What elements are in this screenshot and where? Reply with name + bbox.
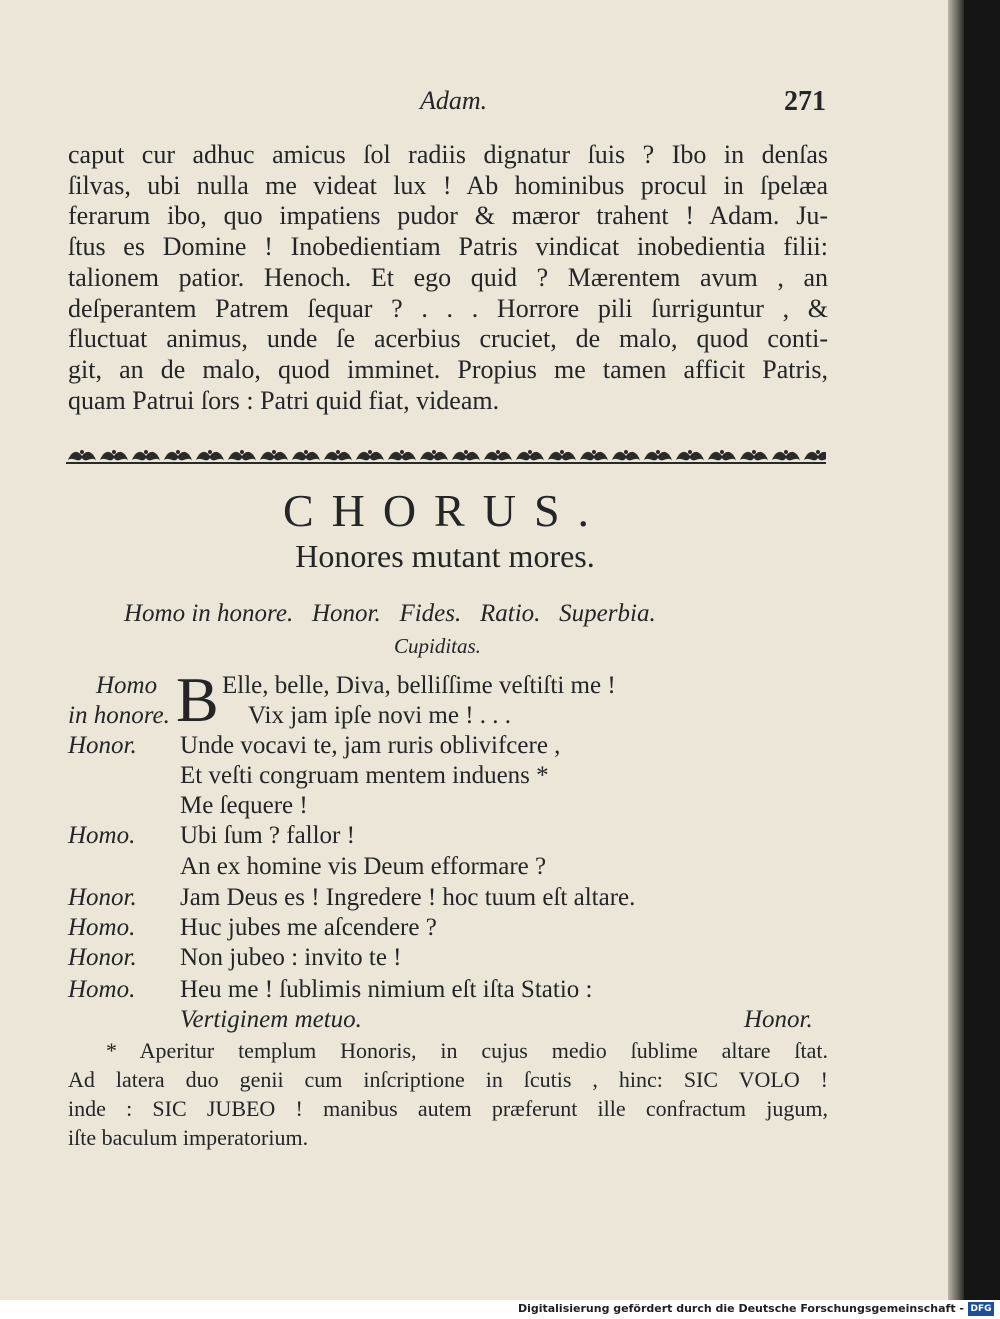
prose-line: deſperantem Patrem ſequar ? . . . Horrore pili ſurriguntur , & — [68, 293, 828, 323]
verse-line: Vertiginem metuo. — [180, 1006, 362, 1033]
speaker-honor: Honor. — [68, 944, 137, 971]
verse-line: Non jubeo : invito te ! — [180, 944, 402, 971]
page-number: 271 — [784, 86, 826, 117]
verse-line: Ubi ſum ? fallor ! — [180, 822, 355, 849]
drop-cap: B — [176, 664, 219, 735]
prose-line: ſilvas, ubi nulla me videat lux ! Ab hominibus procul in ſpelæa — [68, 170, 828, 200]
speaker-homo: Homo. — [68, 822, 136, 849]
verse-line: Vix jam ipſe novi me ! . . . — [248, 702, 512, 729]
prose-line: quam Patrui ſors : Patri quid fiat, videam. — [68, 385, 500, 415]
credit-text: Digitalisierung gefördert durch die Deutsche Forschungsgemeinschaft - — [517, 1302, 964, 1315]
ornamental-divider — [66, 446, 826, 466]
running-head: Adam. — [420, 86, 488, 115]
prose-line: ſtus es Domine ! Inobedientiam Patris vindicat inobedientia filii: — [68, 232, 828, 262]
footnote — [68, 1036, 828, 1152]
speaker-homo: Homo. — [68, 976, 136, 1003]
cast-list: Homo in honore. Honor. Fides. Ratio. Superbia. — [124, 600, 656, 627]
verse-line: Heu me ! ſublimis nimium eſt iſta Statio : — [180, 976, 593, 1003]
prose-line: talionem patior. Henoch. Et ego quid ? Mærentem avum , an — [68, 262, 828, 292]
page-edge-shadow — [948, 0, 964, 1300]
footnote-line: iſte baculum imperatorium. — [68, 1125, 309, 1150]
footnote-line: Ad latera duo genii cum inſcriptione in ſcutis , hinc: SIC VOLO ! — [68, 1067, 828, 1092]
verse-line: Elle, belle, Diva, belliſſime veſtiſti me ! — [222, 672, 616, 699]
cast-list-continued: Cupiditas. — [394, 634, 481, 658]
speaker-homo: Homo. — [68, 914, 136, 941]
speaker-in-honore: in honore. — [68, 702, 170, 729]
verse-line: Me ſequere ! — [180, 792, 308, 819]
speaker-honor: Honor. — [68, 884, 137, 911]
chorus-title: CHORUS. — [282, 485, 608, 536]
digitization-credit-bar — [0, 1300, 1000, 1319]
verse-line: Huc jubes me aſcendere ? — [180, 914, 437, 941]
footnote-line: inde : SIC JUBEO ! manibus autem præferunt ille confractum jugum, — [68, 1096, 828, 1121]
chorus-motto: Honores mutant mores. — [295, 538, 595, 574]
speaker-honor-catchword: Honor. — [744, 1006, 813, 1033]
verse-line: Et veſti congruam mentem induens * — [180, 762, 549, 789]
verse-line: An ex homine vis Deum efformare ? — [180, 853, 547, 880]
prose-line: git, an de malo, quod imminet. Propius me tamen afficit Patris, — [68, 354, 828, 384]
speaker-honor: Honor. — [68, 732, 137, 759]
footnote-line: * Aperitur templum Honoris, in cujus medio ſublime altare ſtat. — [106, 1038, 828, 1063]
prose-line: ferarum ibo, quo impatiens pudor & mæror trahent ! Adam. Ju- — [68, 201, 828, 231]
prose-line: fluctuat animus, unde ſe acerbius cruciet, de malo, quod conti- — [68, 324, 828, 354]
verse-line: Jam Deus es ! Ingredere ! hoc tuum eſt altare. — [180, 884, 636, 911]
speaker-homo: Homo — [96, 672, 158, 699]
prose-line: caput cur adhuc amicus ſol radiis dignatur ſuis ? Ibo in denſas — [68, 140, 828, 169]
verse-line: Unde vocavi te, jam ruris oblivifcere , — [180, 732, 561, 759]
prose-paragraph — [68, 140, 828, 416]
dfg-logo: DFG — [968, 1302, 994, 1316]
